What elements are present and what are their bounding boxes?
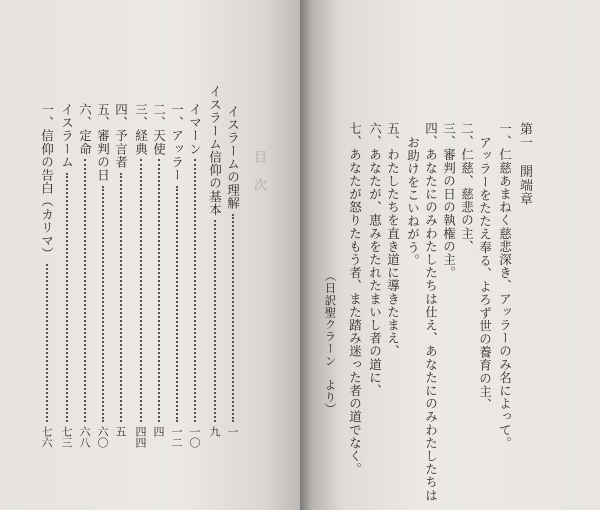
toc-entry-page: 一二 <box>170 426 183 448</box>
toc-leader-dots <box>120 173 122 422</box>
toc-leader-dots <box>66 173 68 422</box>
toc-leader-dots <box>46 264 48 422</box>
sura-verse: 三、審判の日の執権の主。 <box>441 122 457 280</box>
sura-verse: 一、仁慈あまねく慈悲深き、アッラーのみ名によって。 <box>497 122 513 450</box>
toc-leader-dots <box>232 214 234 422</box>
toc-entry-page: 九 <box>208 426 221 437</box>
toc-entry-page: 七六 <box>40 426 53 448</box>
sura-verse: 四、あなたにのみわたしたちは仕え、あなたにのみわたしたちは <box>423 122 439 502</box>
toc-entry-title: イマーン <box>187 103 203 156</box>
sura-verse: アッラーをたたえ奉る、よろず世の養育の主、 <box>477 136 493 412</box>
sura-verse: 七、あなたが怒りたもう者、また踏み迷った者の道でなく。 <box>347 122 363 476</box>
toc-entry-page: 七三 <box>60 426 73 448</box>
toc-entry-title: イスラーム信仰の基本 <box>207 85 223 216</box>
toc-entry-page: 六〇 <box>96 426 109 448</box>
sura-heading: 第一 開端章 <box>517 122 532 206</box>
toc-leader-dots <box>158 159 160 422</box>
toc-leader-dots <box>214 220 216 422</box>
sura-verse: 五、わたしたちを直き道に導きたまえ、 <box>385 122 401 358</box>
toc-leader-dots <box>140 159 142 422</box>
toc-entry-title: 二、天使 <box>151 103 167 156</box>
sura-verse: 二、仁慈、慈悲の主、 <box>459 122 475 253</box>
toc-entry-page: 六八 <box>78 426 91 448</box>
toc-leader-dots <box>102 186 104 422</box>
toc-entry-title: 三、経典 <box>133 103 149 156</box>
toc-entry-title: 六、定命 <box>77 103 93 156</box>
toc-leader-dots <box>194 159 196 422</box>
toc-entry-title: イスラーム <box>59 103 75 169</box>
toc-entry-title: 四、予言者 <box>113 103 129 169</box>
toc-entry-title: 一、アッラー <box>169 103 185 182</box>
sura-page <box>300 0 600 510</box>
toc-watermark: 目 次 <box>251 150 266 191</box>
toc-leader-dots <box>84 159 86 422</box>
toc-entry-title: 一、信仰の告白（カリマ） <box>39 103 55 261</box>
toc-entry-page: 一 <box>226 426 239 437</box>
toc-leader-dots <box>176 186 178 422</box>
sura-verse: お助けをこいねがう。 <box>405 136 421 267</box>
sura-verse: 六、あなたが、恵みをたれたまいし者の道に、 <box>367 122 383 398</box>
toc-entry-page: 四四 <box>134 426 147 448</box>
sura-source: （日訳聖クラーン より） <box>323 270 338 416</box>
toc-entry-title: イスラームの理解 <box>225 105 241 210</box>
toc-entry-page: 一〇 <box>188 426 201 448</box>
toc-entry-page: 五 <box>114 426 127 437</box>
toc-entry-title: 五、審判の日 <box>95 103 111 182</box>
toc-entry-page: 四 <box>152 426 165 437</box>
